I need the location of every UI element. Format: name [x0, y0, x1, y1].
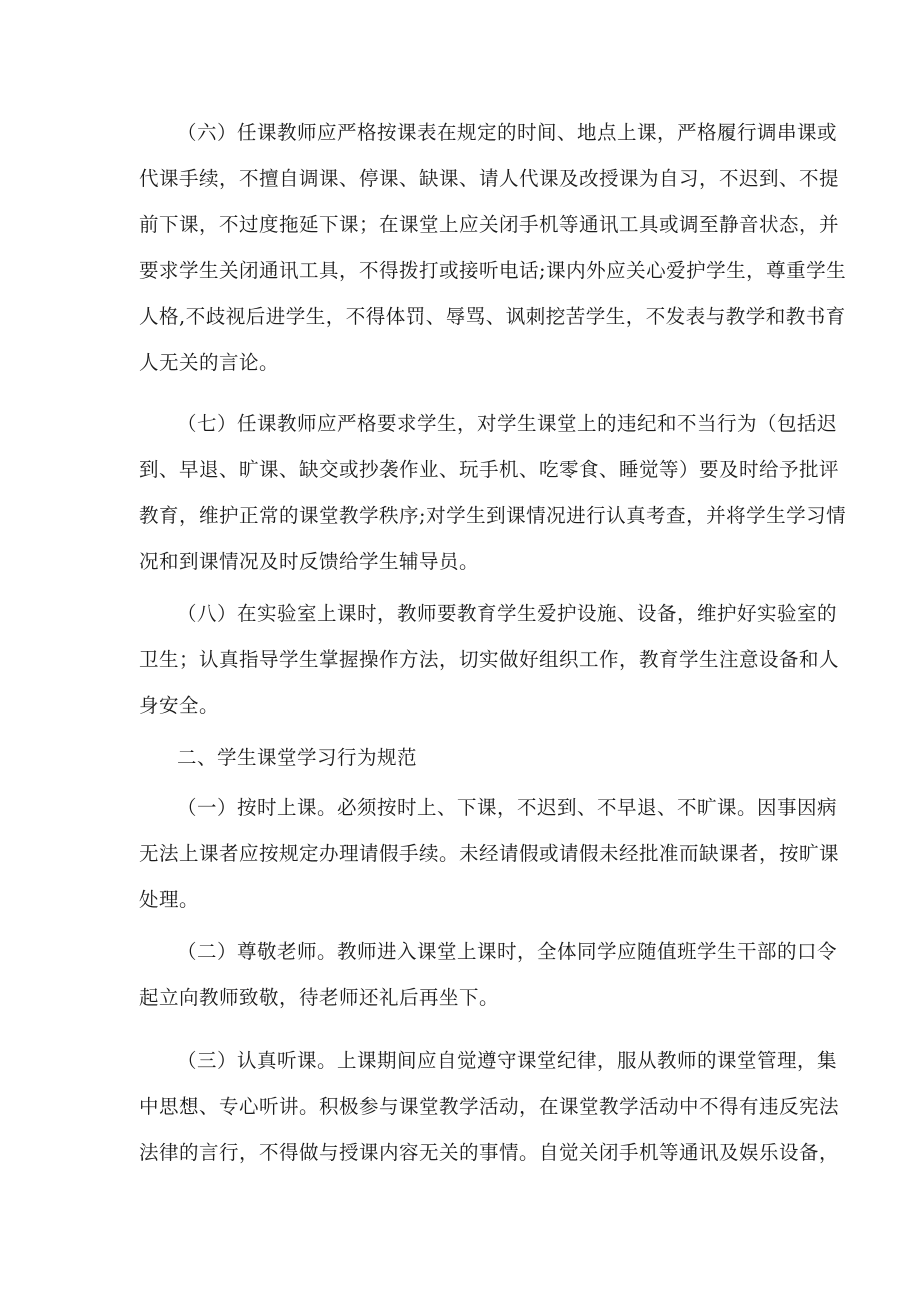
item-3-line-2: 中思想、专心听讲。积极参与课堂教学活动，在课堂教学活动中不得有违反宪法	[139, 1095, 840, 1118]
item-3-line-3: 法律的言行，不得做与授课内容无关的事情。自觉关闭手机等通讯及娱乐设备，	[139, 1141, 840, 1164]
section-heading: 二、学生课堂学习行为规范	[177, 746, 418, 769]
item-1-line-1: （一）按时上课。必须按时上、下课，不迟到、不早退、不旷课。因事因病	[177, 796, 838, 819]
item-2-line-1: （二）尊敬老师。教师进入课堂上课时，全体同学应随值班学生干部的口令	[177, 940, 838, 963]
paragraph-8-line-2: 卫生；认真指导学生掌握操作方法，切实做好组织工作，教育学生注意设备和人	[139, 648, 840, 671]
item-3-line-1: （三）认真听课。上课期间应自觉遵守课堂纪律，服从教师的课堂管理，集	[177, 1049, 838, 1072]
paragraph-8-line-1: （八）在实验室上课时，教师要教育学生爱护设施、设备，维护好实验室的	[177, 602, 838, 625]
paragraph-6-line-2: 代课手续，不擅自调课、停课、缺课、请人代课及改授课为自习，不迟到、不提	[139, 167, 840, 190]
item-1-line-3: 处理。	[139, 888, 200, 911]
paragraph-7-line-2: 到、早退、旷课、缺交或抄袭作业、玩手机、吃零食、睡觉等）要及时给予批评	[139, 458, 840, 481]
paragraph-6-line-1: （六）任课教师应严格按课表在规定的时间、地点上课，严格履行调串课或	[177, 121, 838, 144]
paragraph-6-line-4: 要求学生关闭通讯工具，不得拨打或接听电话;课内外应关心爱护学生，尊重学生	[139, 259, 847, 282]
paragraph-6-line-3: 前下课，不过度拖延下课；在课堂上应关闭手机等通讯工具或调至静音状态，并	[139, 213, 840, 236]
item-1-line-2: 无法上课者应按规定办理请假手续。未经请假或请假未经批准而缺课者，按旷课	[139, 842, 840, 865]
paragraph-6-line-6: 人无关的言论。	[139, 351, 280, 374]
paragraph-7-line-4: 况和到课情况及时反馈给学生辅导员。	[139, 550, 480, 573]
paragraph-7-line-1: （七）任课教师应严格要求学生，对学生课堂上的违纪和不当行为（包括迟	[177, 412, 838, 435]
paragraph-6-line-5: 人格,不歧视后进学生，不得体罚、辱骂、讽刺挖苦学生，不发表与教学和教书育	[139, 305, 846, 328]
paragraph-8-line-3: 身安全。	[139, 694, 220, 717]
item-2-line-2: 起立向教师致敬，待老师还礼后再坐下。	[139, 986, 500, 1009]
paragraph-7-line-3: 教育，维护正常的课堂教学秩序;对学生到课情况进行认真考查，并将学生学习情	[139, 504, 847, 527]
